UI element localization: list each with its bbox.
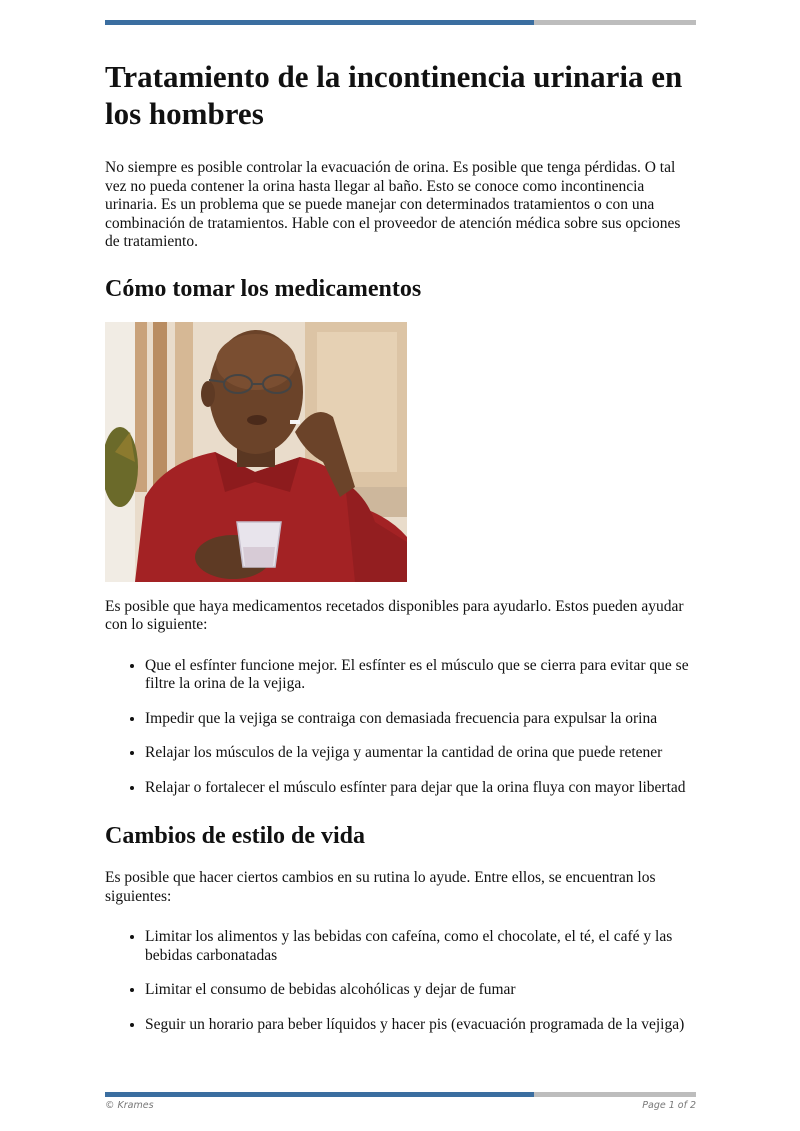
copyright-text: © Krames	[105, 1100, 154, 1111]
page-footer	[105, 1100, 696, 1111]
list-item: • Limitar los alimentos y las bebidas con cafeína, como el chocolate, el té, el café y las bebidas carbonatadas	[145, 928, 697, 965]
section-heading-medications: Cómo tomar los medicamentos	[105, 275, 422, 302]
lifestyle-list	[105, 928, 697, 1034]
man-taking-pill-photo	[105, 322, 407, 582]
medications-list	[105, 657, 697, 798]
list-item: • Relajar los músculos de la vejiga y aumentar la cantidad de orina que puede retener	[145, 744, 697, 763]
lifestyle-paragraph: Es posible que hacer ciertos cambios en su rutina lo ayude. Entre ellos, se encuentran los siguientes:	[105, 869, 656, 905]
header-rule-track	[534, 20, 696, 25]
intro-paragraph: No siempre es posible controlar la evacuación de orina. Es posible que tenga pérdidas. O tal vez no pueda contener la orina hasta llegar al baño. Esto se conoce como incontinencia urinaria. Es un problema que se puede manejar con determinados tratamientos o con una combinación de tratamientos. Hable con el proveedor de atención médica sobre sus opciones de tratamiento.	[105, 159, 681, 250]
list-item: • Relajar o fortalecer el músculo esfínter para dejar que la orina fluya con mayor libertad	[145, 779, 697, 798]
list-item: • Que el esfínter funcione mejor. El esfínter es el músculo que se cierra para evitar que se filtre la orina de la vejiga.	[145, 657, 697, 694]
header-rule-accent	[105, 20, 534, 25]
page-title: Tratamiento de la incontinencia urinaria en los hombres	[105, 59, 683, 131]
footer-rule-track	[534, 1092, 696, 1097]
header-rule	[105, 20, 696, 25]
list-item: • Seguir un horario para beber líquidos y hacer pis (evacuación programada de la vejiga)	[145, 1016, 697, 1035]
medications-paragraph: Es posible que haya medicamentos recetados disponibles para ayudarlo. Estos pueden ayudar con lo siguiente:	[105, 597, 684, 633]
footer-rule	[105, 1092, 696, 1097]
list-item: • Limitar el consumo de bebidas alcohólicas y dejar de fumar	[145, 981, 697, 1000]
document-body	[105, 58, 697, 1058]
list-item: • Impedir que la vejiga se contraiga con demasiada frecuencia para expulsar la orina	[145, 710, 697, 729]
page-number: Page 1 of 2	[642, 1100, 696, 1111]
section-heading-lifestyle: Cambios de estilo de vida	[105, 823, 366, 849]
footer-rule-accent	[105, 1092, 534, 1097]
